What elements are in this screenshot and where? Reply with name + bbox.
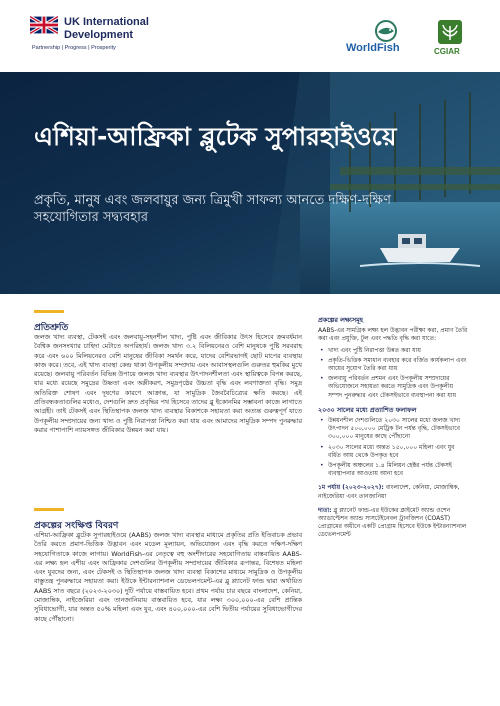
cgiar-leaf-icon: [432, 20, 468, 46]
objectives-intro: AABS-এর সামগ্রিক লক্ষ্য হল উদ্ভাবন পরীক্ষা করা, প্রমাণ তৈরি করা এবং প্রযুক্তি, টুল এবং পদ্ধতি বৃদ্ধি করা যাতে:: [318, 327, 468, 343]
hero-banner: [0, 72, 500, 294]
page-subtitle: প্রকৃতি, মানুষ এবং জলবায়ুর জন্য ত্রিমুখী সাফল্য আনতে দক্ষিণ-দক্ষিণ সহযোগিতার সদ্ব্যবহার: [34, 193, 391, 225]
project-summary-heading: প্রকল্পের সংক্ষিপ্ত বিবরণ: [34, 521, 119, 531]
outcome-item: • উন্নয়নশীল দেশগুলিতে ২০৩০ সালের মধ্যে জলজ খাদ্য উৎপাদন ৫০০,০০০ মেট্রিক টন পর্যন্ত বৃদ্ধি, টেকসইভাবে ৩০০,০০০ মানুষের কাছে পৌঁছানো: [318, 417, 468, 442]
objective-item: • প্রকৃতি-ভিত্তিক সমাধান ব্যবহার করে বর্জিত কার্যকলাপ এবং আয়ের সুযোগ তৈরি করা যায়: [318, 357, 468, 373]
phase-countries: বাংলাদেশ, কেনিয়া, মোজাম্বিক, নাইজেরিয়া এবং তানজানিয়া: [318, 484, 460, 500]
commitment-body: জলজ খাদ্য ব্যবস্থা, টেকসই এবং জলবায়ু-সহনশীল খাদ্য, পুষ্টি এবং জীবিকার উৎস হিসেবে ক্রমবর্ধমান বৈশ্বিক জনসংখ্যার চাহিদা মেটাতে অপরিহার্য। জলজ খাদ্য ৩.২ বিলিয়নেরও বেশি মানুষকে পুষ্টি সরবরাহ করে এবং ৬০০ মিলিয়নেরও বেশি মানুষের জীবিকা সমর্থন করে, যাদের বেশিরভাগই ছোট মাপের ব্যবস্থায় কাজ করে। তবে, এই খাদ্য ব্যবস্থা কেন্দ্র থাকা উপকূলীয় সম্প্রদায় এবং আবাসস্থলগুলি গুরুতর হুমকির মুখে রয়েছে। জলবায়ু পরিবর্তন বিভিন্ন উপায়ে জলজ খাদ্য ব্যবস্থার উৎপাদনশীলতা এবং স্থায়িত্বকে বিপন্ন করছে, যার মধ্যে রয়েছে সমুদ্রের উষ্ণতা এবং অম্লীকরণ, সমুদ্রপৃষ্ঠের উচ্চতা বৃদ্ধি এবং লবণাক্ততা বৃদ্ধি। সমুদ্র অতিরিক্ত শোষণ এবং দূষণের কারণে আক্রান্ত, যা সামুদ্রিক জৈববৈচিত্র্যের ক্ষতি করছে। এই প্রতিবন্ধকতাগুলির মধ্যেও, দেশগুলি দ্রুত প্রবৃদ্ধির পথ হিসেবে তাদের ব্লু ইকোনমির সম্ভাবনা কাজে লাগাতে আগ্রহী। তাই টেকসই এবং স্থিতিস্থাপক জলজ খাদ্য ব্যবস্থার বিকাশকে সহায়তা করা অত্যন্ত গুরুত্বপূর্ণ যাতে উপকূলীয় সম্প্রদায়ের জন্য খাদ্য ও পুষ্টি নিরাপত্তা নিশ্চিত করা যায় এবং আমাদের সামুদ্রিক সম্পদ পুনরুদ্ধার করার পাশাপাশি ন্যায়সঙ্গত জীবিকার উন্নয়ন করা যায়।: [34, 333, 302, 434]
outcome-item: • উপকূলীয় অঞ্চলের ১.৪ মিলিয়ন হেক্টর পর্যন্ত টেকসই ব্যবস্থাপনার আওতায় আনা হবে: [318, 462, 468, 478]
phase-info: [318, 484, 468, 500]
union-jack-flag-icon: [30, 16, 58, 34]
uk-international-development-logo: [30, 16, 230, 56]
phase-label: ১ম পর্যায় (২০২৩-২০২৭):: [318, 484, 384, 492]
commitment-heading: প্রতিশ্রুতি: [34, 323, 69, 333]
objectives-heading: প্রকল্পের লক্ষ্যসমূহ: [318, 316, 364, 324]
section-accent-bar: [34, 310, 64, 313]
ukaid-title-line2: Development: [64, 29, 134, 41]
ukaid-tagline: Partnership | Progress | Prosperity: [32, 45, 116, 51]
fish-emblem-icon: [366, 20, 406, 42]
worldfish-logo: [346, 20, 426, 60]
donor-info: [318, 507, 468, 540]
donor-label: দাতা:: [318, 506, 332, 514]
objectives-list: [318, 347, 468, 400]
objective-item: • জলবায়ু পরিবর্তন প্রশমন এবং উপকূলীয় সম্প্রদায়ের অভিযোজনে সহায়তা করতে সামুদ্রিক এবং উপকূলীয় সম্পদ পুনরুদ্ধার এবং টেকসইভাবে ব্যবস্থাপনা করা যায়: [318, 375, 468, 400]
outcome-item: • ২০৩০ সালের মধ্যে অন্তত ১৫০,০০০ মহিলা এবং যুব বর্ধিত আয় থেকে উপকৃত হবে: [318, 444, 468, 460]
cgiar-logo: [432, 20, 468, 60]
project-info-sidebar: [318, 316, 468, 546]
hero-photo-seaweed-farm: [0, 72, 500, 294]
outcomes-heading: ২০৩০ সালের মধ্যে প্রত্যাশিত ফলাফল: [318, 405, 417, 414]
outcomes-list: [318, 417, 468, 478]
worldfish-wordmark: WorldFish: [346, 42, 400, 54]
objective-item: • খাদ্য এবং পুষ্টি নিরাপত্তা উন্নত করা যায়: [318, 347, 468, 355]
page-title: এশিয়া-আফ্রিকা ব্লুটেক সুপারহাইওয়ে: [34, 122, 397, 151]
project-summary-body: এশিয়া-আফ্রিকা ব্লুটেক সুপারহাইওয়ে (AABS) জলজ খাদ্য ব্যবস্থার মাধ্যমে প্রকৃতির প্রতি ইতিবাচক প্রভাব তৈরি করতে প্রমাণ-ভিত্তিক উদ্ভাবন এবং মডেল মূল্যায়ন, অভিযোজন এবং বৃদ্ধি করতে দক্ষিণ-দক্ষিণ সহযোগিতাকে কাজে লাগায়। WorldFish-এর নেতৃত্বে বহু অংশীদারের সহযোগিতায় বাস্তবায়িত AABS-এর লক্ষ্য হল এশীয় এবং আফ্রিকার দেশগুলির উপকূলীয় সম্প্রদায়ের জীবিকার রূপান্তর, বিশেষত মহিলা এবং যুবদের জন্য, এবং টেকসই ও স্থিতিস্থাপক জলজ খাদ্য ব্যবস্থা বিকাশের মাধ্যমে সামুদ্রিক ও উপকূলীয় বাস্তুতন্ত্র পুনরুদ্ধারে সহায়তা করা। ইউকে ইন্টারন্যাশনাল ডেভেলপমেন্ট-এর ব্লু প্ল্যানেট ফান্ড দ্বারা অর্থায়িত AABS সাত বছরে (২০২৩-২০৩০) দুটি পর্যায়ে বাস্তবায়িত হবে। প্রথম পর্যায় চার বছরে বাংলাদেশ, কেনিয়া, মোজাম্বিক, নাইজেরিয়া এবং তানজানিয়ায় বাস্তবায়িত হবে, যার লক্ষ্য ৩০০,০০০-এর বেশি প্রান্তিক সুবিধাভোগী, যার অন্তত ৫০% মহিলা এবং যুব, এবং ৪০০,০০০-এর বেশি দ্বিতীয় পর্যায়ের সুবিধাভোগীদের কাছে পৌঁছানো।: [34, 531, 302, 623]
cgiar-wordmark: CGIAR: [434, 47, 460, 56]
page-header: [0, 0, 500, 72]
ukaid-title-line1: UK International: [64, 16, 149, 28]
section-accent-bar: [34, 508, 64, 511]
donor-text: ব্লু প্ল্যানেট ফান্ড-এর ইউকের ক্লাইমেট অ্যান্ড ওশেন অ্যাডাপ্টেশন অ্যান্ড সাসটেইনেবল ট্রানজিশন (COAST) প্রোগ্রামের অধীনে একটি প্রোগ্রাম হিসেবে ইউকে ইন্টারন্যাশনাল ডেভেলপমেন্ট: [318, 506, 467, 539]
